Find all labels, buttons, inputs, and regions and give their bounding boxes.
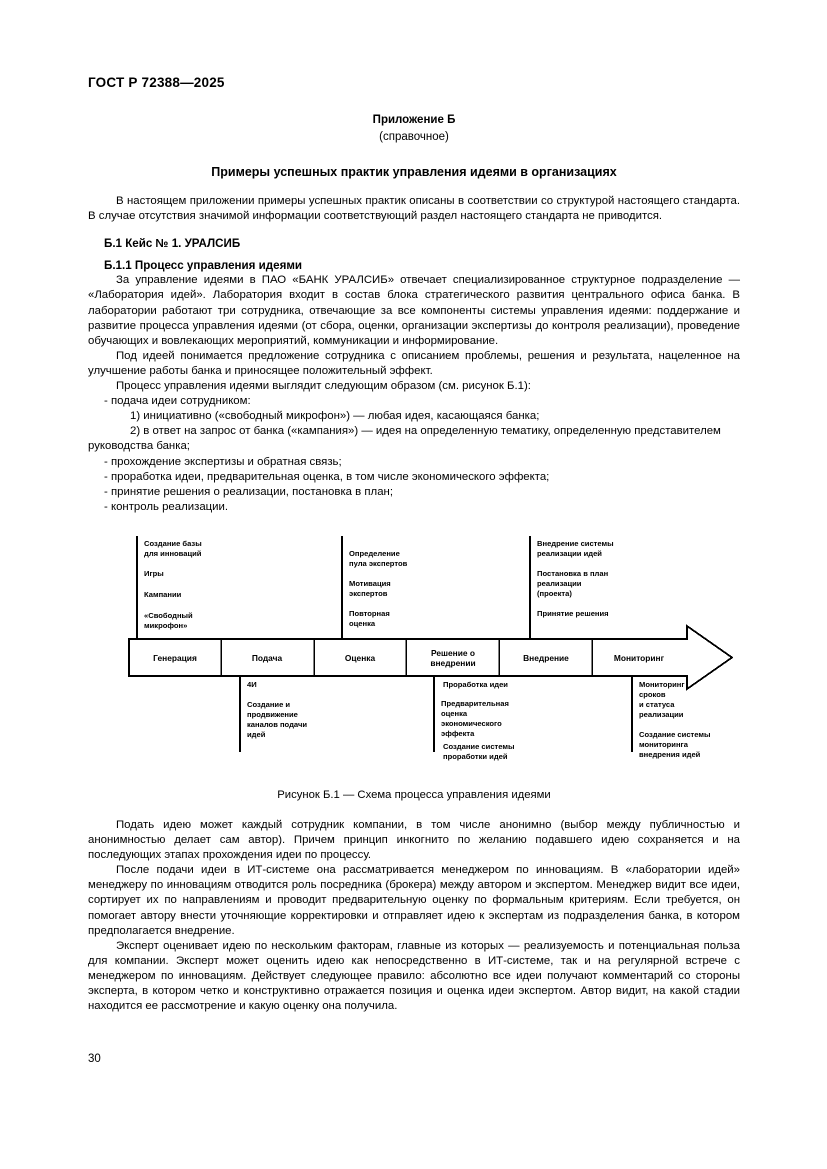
svg-text:продвижение: продвижение — [247, 710, 298, 719]
above-group-evaluation-text — [349, 549, 408, 628]
svg-text:мониторинга: мониторинга — [639, 740, 688, 749]
body-text-lower — [88, 818, 740, 1014]
below-group-monitoring-text — [639, 680, 711, 759]
svg-text:оценка: оценка — [441, 709, 468, 718]
list-item: - принятие решения о реализации, постановка в план; — [104, 485, 393, 498]
appendix-subtitle: (справочное) — [379, 131, 449, 143]
svg-text:эффекта: эффекта — [441, 729, 475, 738]
svg-text:экспертов: экспертов — [349, 589, 388, 598]
svg-text:Внедрение системы: Внедрение системы — [537, 539, 614, 548]
svg-text:Мотивация: Мотивация — [349, 579, 391, 588]
svg-text:реализации: реализации — [537, 579, 582, 588]
paragraph-expert: Эксперт оценивает идею по нескольким факторам, главные из которых — реализуемость и потенциальная польза для компании. Эксперт может оценить идею как непосредственно в ИТ-системе, так и на регулярной встрече с менеджером по инновациям. Действует следующее правило: абсолютно все идеи получают комментарий со стороны эксперта, в котором четко и конструктивно отражается позиция и оценка идеи экспертом. Автор видит, на какой стадии находится ее рассмотрение и какую оценку она получила. — [88, 939, 740, 1013]
figure-caption: Рисунок Б.1 — Схема процесса управления идеями — [277, 789, 551, 801]
svg-text:реализации: реализации — [639, 710, 684, 719]
svg-text:и статуса: и статуса — [639, 700, 675, 709]
above-group-implementation-text — [537, 539, 614, 618]
svg-text:Проработка идеи: Проработка идеи — [443, 680, 508, 689]
svg-text:4И: 4И — [247, 680, 257, 689]
svg-text:Создание системы: Создание системы — [443, 742, 515, 751]
svg-text:оценка: оценка — [349, 619, 376, 628]
list-item: - проработка идеи, предварительная оценка, в том числе экономического эффекта; — [104, 470, 550, 483]
svg-text:Создание и: Создание и — [247, 700, 291, 709]
below-group-decision-text — [441, 680, 515, 761]
page-number: 30 — [88, 1053, 101, 1065]
list-item: 1) инициативно («свободный микрофон») — любая идея, касающаяся банка; — [130, 410, 540, 423]
paragraph-idea-definition: Под идеей понимается предложение сотрудника с описанием проблемы, решения и результата, нацеленное на улучшение работы банка и приносящее положительный эффект. — [88, 349, 740, 377]
svg-text:«Свободный: «Свободный — [144, 611, 193, 620]
svg-text:Игры: Игры — [144, 569, 164, 578]
svg-text:Повторная: Повторная — [349, 609, 390, 618]
svg-text:Создание базы: Создание базы — [144, 539, 202, 548]
figure-b1-process-diagram — [126, 534, 746, 779]
svg-text:идей: идей — [247, 730, 266, 739]
svg-text:сроков: сроков — [639, 690, 666, 699]
paragraph-laboratory: За управление идеями в ПАО «БАНК УРАЛСИБ» отвечает специализированное структурное подразделение — «Лаборатория идей». Лаборатория входит в состав блока стратегического развития центрального офиса банка. В лаборатории работают три сотрудника, отвечающие за все компоненты системы управления идеями: поддержание и развитие процесса управления идеями (от сбора, оценки, организации экспертизы до контроля реализации), проведение обучающих и вовлекающих мероприятий, коммуникации и информирование. — [88, 274, 740, 347]
appendix-heading: Примеры успешных практик управления идеями в организациях — [211, 165, 617, 179]
stage-label-generation: Генерация — [153, 653, 197, 663]
paragraph-process-intro: Процесс управления идеями выглядит следующим образом (см. рисунок Б.1): — [116, 380, 531, 393]
appendix-title-block — [88, 112, 740, 181]
stage-label-monitoring: Мониторинг — [613, 653, 665, 663]
standard-code-header: ГОСТ Р 72388—2025 — [88, 75, 225, 90]
svg-text:для инноваций: для инноваций — [144, 549, 202, 558]
stage-label-submission: Подача — [251, 653, 283, 663]
list-item: - подача идеи сотрудником: — [104, 395, 251, 408]
svg-text:Мониторинг: Мониторинг — [639, 680, 685, 689]
svg-text:пула экспертов: пула экспертов — [349, 559, 408, 568]
svg-text:проработки идей: проработки идей — [443, 752, 508, 761]
section-heading-b11: Б.1.1 Процесс управления идеями — [104, 259, 303, 273]
appendix-title: Приложение Б — [372, 114, 456, 126]
paragraph-submit-idea: Подать идею может каждый сотрудник компании, в том числе анонимно (выбор между публичностью и анонимностью делает сам автор). Причем принцип инкогнито по желанию подавшего идею сохраняется и на последующих этапах прохождения идеи по процессу. — [88, 819, 740, 862]
paragraph-broker: После подачи идеи в ИТ-системе она рассматривается менеджером по инновациям. В «лаборатории идей» менеджеру по инновациям отводится роль посредника (брокера) между автором и экспертом. Менеджер видит все идеи, сортирует их по направлениям и проводит предварительную оценку по формальным критериям. Если требуется, он помогает автору внести уточняющие корректировки и отправляет идею к экспертам из подразделения банка, в котором предполагается внедрение. — [88, 864, 740, 937]
list-item: 2) в ответ на запрос от банка («кампания») — идея на определенную тематику, определенную представителем руководства банка; — [88, 425, 721, 453]
section-heading-b1: Б.1 Кейс № 1. УРАЛСИБ — [104, 237, 241, 251]
svg-text:реализации идей: реализации идей — [537, 549, 602, 558]
stage-label-decision: Решение о — [431, 648, 475, 658]
below-group-submission-text — [247, 680, 307, 739]
svg-text:внедрения идей: внедрения идей — [639, 750, 701, 759]
svg-text:экономического: экономического — [441, 719, 502, 728]
svg-text:каналов подачи: каналов подачи — [247, 720, 308, 729]
stage-label-implementation: Внедрение — [523, 653, 569, 663]
svg-text:Принятие решения: Принятие решения — [537, 609, 609, 618]
svg-text:Постановка в план: Постановка в план — [537, 569, 609, 578]
list-item: - прохождение экспертизы и обратная связь; — [104, 455, 342, 468]
svg-text:Создание системы: Создание системы — [639, 730, 711, 739]
svg-text:внедрении: внедрении — [430, 658, 476, 668]
svg-text:Определение: Определение — [349, 549, 400, 558]
above-group-generation-text — [144, 539, 202, 630]
svg-text:(проекта): (проекта) — [537, 589, 572, 598]
svg-text:Предварительная: Предварительная — [441, 699, 509, 708]
body-text-upper — [88, 194, 740, 515]
paragraph-intro: В настоящем приложении примеры успешных практик описаны в соответствии со структурой настоящего стандарта. В случае отсутствия значимой информации соответствующий раздел настоящего стандарта не приводится. — [88, 195, 740, 223]
svg-text:микрофон»: микрофон» — [144, 621, 188, 630]
svg-text:Кампании: Кампании — [144, 590, 182, 599]
stage-label-evaluation: Оценка — [344, 653, 376, 663]
list-item: - контроль реализации. — [104, 500, 229, 513]
